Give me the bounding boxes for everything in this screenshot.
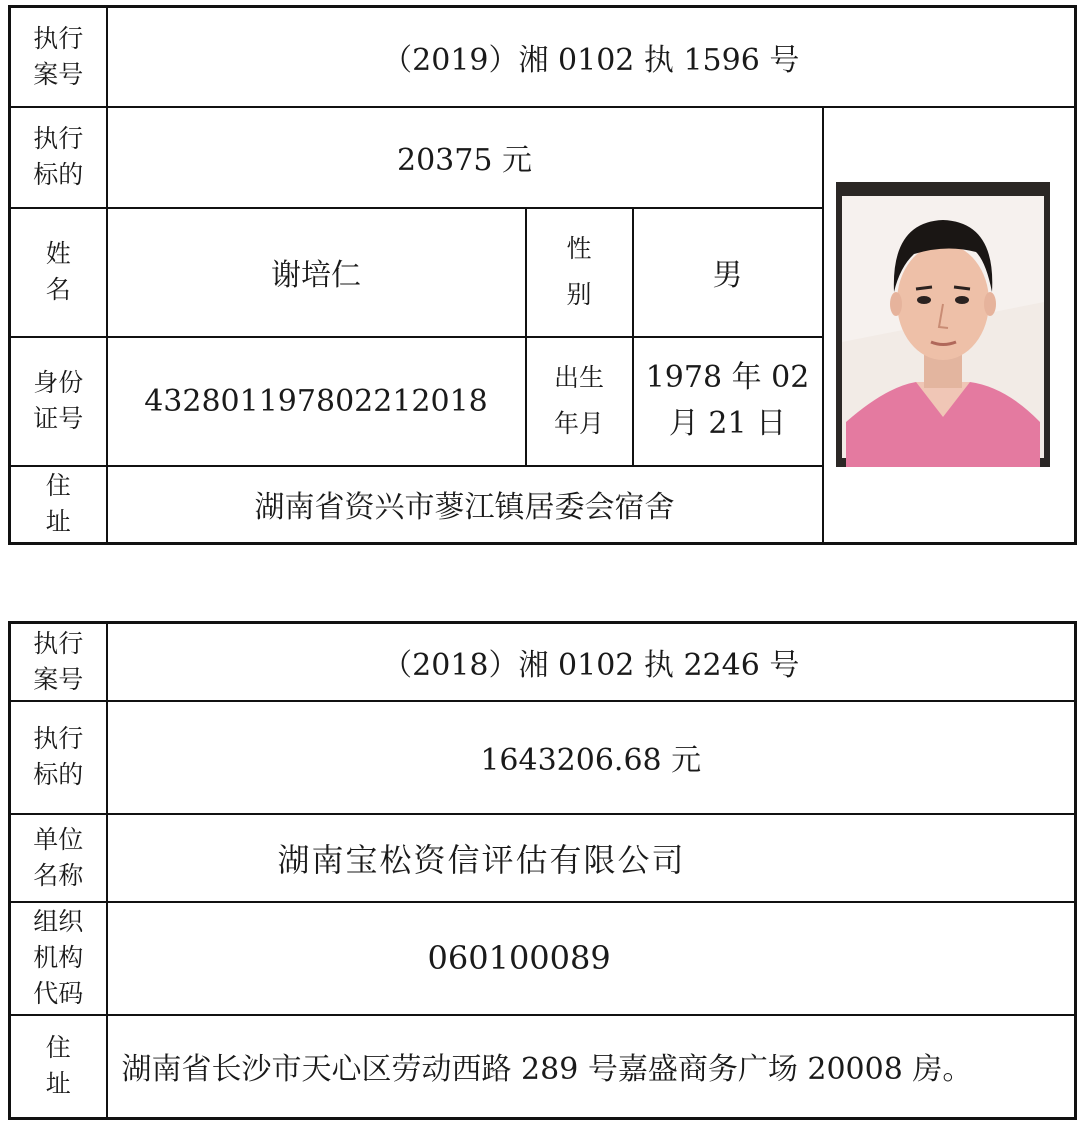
address-label: 住 址 [10, 466, 107, 544]
company-name-value: 湖南宝松资信评估有限公司 [107, 814, 1076, 902]
photo-cell [823, 107, 1076, 544]
person-photo [836, 182, 1050, 467]
case-number-value: （2019）湘 0102 执 1596 号 [107, 7, 1076, 107]
org-code-label: 组织 机构 代码 [10, 902, 107, 1015]
amount-label: 执行 标的 [10, 701, 107, 814]
debtor-table-person [8, 5, 1077, 545]
name-label: 姓 名 [10, 208, 107, 337]
id-number-label: 身份 证号 [10, 337, 107, 466]
birth-value: 1978 年 02 月 21 日 [633, 337, 823, 466]
id-number-value: 432801197802212018 [107, 337, 526, 466]
company-name-label: 单位 名称 [10, 814, 107, 902]
birth-label: 出生 年月 [526, 337, 633, 466]
address-label: 住 址 [10, 1015, 107, 1119]
address-value: 湖南省资兴市蓼江镇居委会宿舍 [107, 466, 823, 544]
name-value: 谢培仁 [107, 208, 526, 337]
case-number-value: （2018）湘 0102 执 2246 号 [107, 623, 1076, 701]
gender-value: 男 [633, 208, 823, 337]
amount-value: 20375 元 [107, 107, 823, 208]
address-value: 湖南省长沙市天心区劳动西路 289 号嘉盛商务广场 20008 房。 [107, 1015, 1076, 1119]
case-number-label: 执行 案号 [10, 7, 107, 107]
amount-value: 1643206.68 元 [107, 701, 1076, 814]
org-code-value: 060100089 [107, 902, 1076, 1015]
gender-label: 性 别 [526, 208, 633, 337]
case-number-label: 执行 案号 [10, 623, 107, 701]
debtor-table-company [8, 621, 1077, 1120]
amount-label: 执行 标的 [10, 107, 107, 208]
